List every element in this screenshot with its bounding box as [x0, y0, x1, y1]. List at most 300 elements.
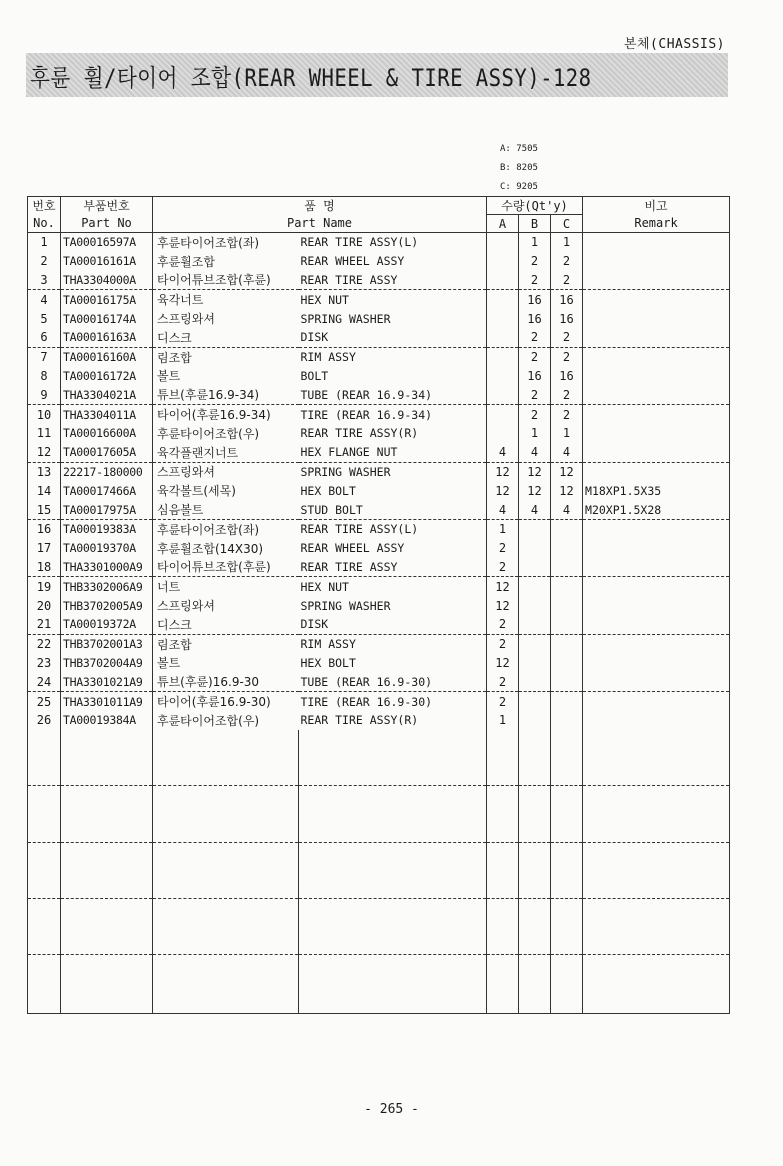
qty-b-cell: 2 — [519, 347, 551, 366]
part-no-cell: THA3304021A — [61, 385, 153, 404]
qty-b-cell: 1 — [519, 424, 551, 443]
part-no-cell: TA00017466A — [61, 481, 153, 500]
part-no-cell: TA00016600A — [61, 424, 153, 443]
qty-b-cell — [519, 672, 551, 691]
part-name-kr-cell: 후륜타이어조합(우) — [153, 424, 299, 443]
qty-c-cell: 16 — [551, 309, 583, 328]
remark-cell — [583, 309, 730, 328]
qty-a-cell: 12 — [487, 481, 519, 500]
part-name-kr-cell: 후륜타이어조합(우) — [153, 711, 299, 730]
part-name-kr-cell: 후륜휠조합(14X30) — [153, 539, 299, 558]
empty-cell — [153, 842, 299, 898]
qty-c-cell: 12 — [551, 462, 583, 481]
part-name-kr-cell: 볼트 — [153, 367, 299, 386]
empty-cell — [299, 730, 487, 786]
header-part-name-kr: 품 명 — [153, 197, 487, 215]
part-no-cell: TA00019383A — [61, 519, 153, 538]
table-row — [28, 654, 730, 673]
remark-cell — [583, 385, 730, 404]
part-name-kr-cell: 너트 — [153, 577, 299, 596]
qty-c-cell: 2 — [551, 271, 583, 290]
qty-c-cell — [551, 558, 583, 577]
qty-a-cell: 2 — [487, 615, 519, 634]
remark-cell — [583, 252, 730, 271]
part-name-en-cell: STUD BOLT — [299, 500, 487, 519]
remark-cell — [583, 405, 730, 424]
part-name-en-cell: REAR TIRE ASSY — [299, 558, 487, 577]
empty-cell — [28, 898, 61, 954]
parts-body — [28, 233, 730, 1014]
header-qty-b: B — [519, 215, 551, 233]
part-no-cell: TA00016161A — [61, 252, 153, 271]
empty-cell — [28, 730, 61, 786]
part-number-cell: 20 — [28, 596, 61, 615]
part-name-kr-cell: 심음볼트 — [153, 500, 299, 519]
model-a-label: A: 7505 — [500, 144, 538, 154]
qty-c-cell — [551, 634, 583, 653]
part-name-en-cell: HEX NUT — [299, 577, 487, 596]
section-label: 본체(CHASSIS) — [623, 37, 725, 52]
header-qty: 수량(Qt'y) — [487, 197, 583, 215]
empty-cell — [487, 955, 519, 1014]
part-number-cell: 2 — [28, 252, 61, 271]
qty-a-cell — [487, 367, 519, 386]
part-number-cell: 13 — [28, 462, 61, 481]
part-name-en-cell: REAR TIRE ASSY(R) — [299, 711, 487, 730]
qty-b-cell: 4 — [519, 500, 551, 519]
part-no-cell: TA00016172A — [61, 367, 153, 386]
part-number-cell: 4 — [28, 290, 61, 309]
part-number-cell: 23 — [28, 654, 61, 673]
table-row — [28, 367, 730, 386]
empty-cell — [61, 786, 153, 842]
empty-cell — [299, 786, 487, 842]
part-name-kr-cell: 림조합 — [153, 634, 299, 653]
table-row — [28, 558, 730, 577]
empty-cell — [61, 842, 153, 898]
part-name-en-cell: DISK — [299, 328, 487, 347]
empty-row — [28, 955, 730, 1014]
empty-row — [28, 898, 730, 954]
remark-cell — [583, 443, 730, 462]
part-name-en-cell: HEX BOLT — [299, 654, 487, 673]
qty-b-cell: 2 — [519, 271, 551, 290]
empty-cell — [519, 730, 551, 786]
qty-b-cell: 2 — [519, 328, 551, 347]
empty-cell — [28, 955, 61, 1014]
part-name-kr-cell: 볼트 — [153, 654, 299, 673]
qty-c-cell: 12 — [551, 481, 583, 500]
table-row — [28, 405, 730, 424]
qty-a-cell: 2 — [487, 558, 519, 577]
remark-cell — [583, 577, 730, 596]
qty-b-cell: 12 — [519, 462, 551, 481]
remark-cell — [583, 290, 730, 309]
empty-cell — [299, 842, 487, 898]
table-row — [28, 271, 730, 290]
remark-cell — [583, 347, 730, 366]
table-row — [28, 539, 730, 558]
remark-cell — [583, 711, 730, 730]
qty-a-cell — [487, 290, 519, 309]
qty-a-cell — [487, 233, 519, 252]
qty-c-cell — [551, 615, 583, 634]
remark-cell — [583, 424, 730, 443]
empty-cell — [551, 898, 583, 954]
remark-cell — [583, 692, 730, 711]
part-number-cell: 12 — [28, 443, 61, 462]
remark-cell — [583, 519, 730, 538]
qty-b-cell: 1 — [519, 233, 551, 252]
remark-cell — [583, 271, 730, 290]
part-name-en-cell: SPRING WASHER — [299, 462, 487, 481]
qty-b-cell: 12 — [519, 481, 551, 500]
part-no-cell: TA00019370A — [61, 539, 153, 558]
part-no-cell: THB3302006A9 — [61, 577, 153, 596]
qty-a-cell: 12 — [487, 462, 519, 481]
qty-c-cell — [551, 577, 583, 596]
part-number-cell: 24 — [28, 672, 61, 691]
empty-cell — [487, 842, 519, 898]
qty-c-cell: 4 — [551, 443, 583, 462]
part-no-cell: TA00016163A — [61, 328, 153, 347]
qty-a-cell: 12 — [487, 654, 519, 673]
part-number-cell: 9 — [28, 385, 61, 404]
table-row — [28, 290, 730, 309]
table-row — [28, 711, 730, 730]
part-name-en-cell: SPRING WASHER — [299, 309, 487, 328]
remark-cell — [583, 233, 730, 252]
qty-c-cell: 16 — [551, 290, 583, 309]
part-number-cell: 7 — [28, 347, 61, 366]
qty-a-cell: 4 — [487, 443, 519, 462]
qty-c-cell: 4 — [551, 500, 583, 519]
qty-b-cell — [519, 558, 551, 577]
empty-cell — [519, 842, 551, 898]
table-row — [28, 692, 730, 711]
qty-c-cell: 2 — [551, 252, 583, 271]
part-number-cell: 1 — [28, 233, 61, 252]
table-row — [28, 347, 730, 366]
part-number-cell: 22 — [28, 634, 61, 653]
remark-cell — [583, 596, 730, 615]
empty-cell — [551, 955, 583, 1014]
qty-c-cell — [551, 711, 583, 730]
part-name-en-cell: REAR TIRE ASSY(L) — [299, 233, 487, 252]
part-no-cell: TA00016174A — [61, 309, 153, 328]
part-name-en-cell: TUBE (REAR 16.9-34) — [299, 385, 487, 404]
remark-cell — [583, 615, 730, 634]
empty-cell — [583, 786, 730, 842]
table-row — [28, 481, 730, 500]
part-no-cell: THA3301021A9 — [61, 672, 153, 691]
qty-a-cell: 2 — [487, 539, 519, 558]
table-row — [28, 328, 730, 347]
part-name-kr-cell: 림조합 — [153, 347, 299, 366]
part-number-cell: 17 — [28, 539, 61, 558]
qty-c-cell: 2 — [551, 385, 583, 404]
empty-cell — [299, 955, 487, 1014]
part-no-cell: THA3301011A9 — [61, 692, 153, 711]
part-number-cell: 21 — [28, 615, 61, 634]
qty-a-cell — [487, 309, 519, 328]
empty-cell — [519, 898, 551, 954]
part-no-cell: TA00017975A — [61, 500, 153, 519]
empty-cell — [487, 730, 519, 786]
remark-cell — [583, 654, 730, 673]
part-number-cell: 10 — [28, 405, 61, 424]
table-row — [28, 443, 730, 462]
empty-cell — [299, 898, 487, 954]
part-name-en-cell: TIRE (REAR 16.9-34) — [299, 405, 487, 424]
part-name-en-cell: HEX NUT — [299, 290, 487, 309]
header-no-en: No. — [28, 215, 61, 233]
part-name-kr-cell: 후륜타이어조합(좌) — [153, 233, 299, 252]
qty-c-cell: 2 — [551, 347, 583, 366]
part-name-en-cell: REAR TIRE ASSY(L) — [299, 519, 487, 538]
qty-b-cell — [519, 634, 551, 653]
part-number-cell: 6 — [28, 328, 61, 347]
empty-cell — [153, 786, 299, 842]
empty-row — [28, 786, 730, 842]
empty-cell — [583, 842, 730, 898]
part-no-cell: THB3702001A3 — [61, 634, 153, 653]
part-number-cell: 18 — [28, 558, 61, 577]
table-row — [28, 500, 730, 519]
model-legend — [500, 140, 538, 197]
part-name-kr-cell: 튜브(후륜)16.9-30 — [153, 672, 299, 691]
part-no-cell: TA00016160A — [61, 347, 153, 366]
qty-c-cell: 1 — [551, 233, 583, 252]
part-no-cell: THA3301000A9 — [61, 558, 153, 577]
remark-cell — [583, 539, 730, 558]
page-number: - 265 - — [364, 1102, 419, 1117]
part-name-en-cell: TIRE (REAR 16.9-30) — [299, 692, 487, 711]
part-number-cell: 8 — [28, 367, 61, 386]
remark-cell — [583, 634, 730, 653]
table-row — [28, 519, 730, 538]
part-name-kr-cell: 타이어튜브조합(후륜) — [153, 558, 299, 577]
model-c-label: C: 9205 — [500, 182, 538, 192]
table-row — [28, 309, 730, 328]
part-name-en-cell: DISK — [299, 615, 487, 634]
table-row — [28, 596, 730, 615]
part-name-kr-cell: 타이어(후륜16.9-30) — [153, 692, 299, 711]
remark-cell — [583, 672, 730, 691]
empty-cell — [28, 786, 61, 842]
part-name-kr-cell: 타이어(후륜16.9-34) — [153, 405, 299, 424]
qty-b-cell: 2 — [519, 385, 551, 404]
part-name-kr-cell: 디스크 — [153, 328, 299, 347]
qty-b-cell — [519, 577, 551, 596]
part-number-cell: 15 — [28, 500, 61, 519]
qty-b-cell — [519, 615, 551, 634]
part-no-cell: THA3304011A — [61, 405, 153, 424]
qty-b-cell: 16 — [519, 290, 551, 309]
empty-cell — [153, 898, 299, 954]
part-name-en-cell: REAR WHEEL ASSY — [299, 252, 487, 271]
part-name-kr-cell: 스프링와셔 — [153, 596, 299, 615]
qty-a-cell: 1 — [487, 711, 519, 730]
part-no-cell: TA00016597A — [61, 233, 153, 252]
part-name-en-cell: SPRING WASHER — [299, 596, 487, 615]
page-title: 후륜 휠/타이어 조합(REAR WHEEL & TIRE ASSY)-128 — [30, 64, 592, 92]
model-b-label: B: 8205 — [500, 163, 538, 173]
qty-c-cell — [551, 596, 583, 615]
qty-a-cell: 4 — [487, 500, 519, 519]
qty-b-cell — [519, 654, 551, 673]
empty-cell — [583, 955, 730, 1014]
part-number-cell: 16 — [28, 519, 61, 538]
qty-a-cell: 12 — [487, 596, 519, 615]
header-no-kr: 번호 — [28, 197, 61, 215]
part-number-cell: 3 — [28, 271, 61, 290]
part-name-kr-cell: 스프링와셔 — [153, 462, 299, 481]
table-row — [28, 634, 730, 653]
header-part-name-en: Part Name — [153, 215, 487, 233]
part-number-cell: 25 — [28, 692, 61, 711]
qty-b-cell: 16 — [519, 309, 551, 328]
qty-a-cell: 2 — [487, 692, 519, 711]
table-row — [28, 462, 730, 481]
part-name-kr-cell: 스프링와셔 — [153, 309, 299, 328]
part-name-en-cell: RIM ASSY — [299, 347, 487, 366]
part-number-cell: 19 — [28, 577, 61, 596]
part-name-kr-cell: 육각플랜지너트 — [153, 443, 299, 462]
part-name-en-cell: REAR TIRE ASSY — [299, 271, 487, 290]
part-no-cell: THB3702004A9 — [61, 654, 153, 673]
part-number-cell: 26 — [28, 711, 61, 730]
part-number-cell: 5 — [28, 309, 61, 328]
part-no-cell: TA00016175A — [61, 290, 153, 309]
part-name-kr-cell: 육각볼트(세목) — [153, 481, 299, 500]
remark-cell: M20XP1.5X28 — [583, 500, 730, 519]
qty-c-cell: 1 — [551, 424, 583, 443]
remark-cell — [583, 328, 730, 347]
table-row — [28, 615, 730, 634]
empty-cell — [519, 786, 551, 842]
part-no-cell: TA00019384A — [61, 711, 153, 730]
qty-a-cell — [487, 385, 519, 404]
qty-b-cell — [519, 519, 551, 538]
qty-b-cell — [519, 539, 551, 558]
qty-c-cell — [551, 519, 583, 538]
part-name-kr-cell: 튜브(후륜16.9-34) — [153, 385, 299, 404]
qty-b-cell — [519, 596, 551, 615]
qty-b-cell: 2 — [519, 405, 551, 424]
qty-c-cell: 2 — [551, 328, 583, 347]
qty-b-cell — [519, 692, 551, 711]
part-name-en-cell: REAR TIRE ASSY(R) — [299, 424, 487, 443]
qty-c-cell: 16 — [551, 367, 583, 386]
part-number-cell: 11 — [28, 424, 61, 443]
part-name-en-cell: HEX BOLT — [299, 481, 487, 500]
header-qty-c: C — [551, 215, 583, 233]
empty-cell — [551, 786, 583, 842]
empty-cell — [487, 898, 519, 954]
table-row — [28, 577, 730, 596]
empty-cell — [583, 730, 730, 786]
empty-cell — [551, 842, 583, 898]
qty-b-cell: 4 — [519, 443, 551, 462]
qty-a-cell — [487, 405, 519, 424]
part-name-en-cell: BOLT — [299, 367, 487, 386]
table-row — [28, 424, 730, 443]
part-name-kr-cell: 후륜휠조합 — [153, 252, 299, 271]
table-row — [28, 233, 730, 252]
empty-row — [28, 730, 730, 786]
qty-a-cell: 1 — [487, 519, 519, 538]
qty-c-cell — [551, 539, 583, 558]
empty-cell — [519, 955, 551, 1014]
header-part-no-kr: 부품번호 — [61, 197, 153, 215]
part-name-kr-cell: 타이어튜브조합(후륜) — [153, 271, 299, 290]
qty-a-cell: 2 — [487, 672, 519, 691]
part-number-cell: 14 — [28, 481, 61, 500]
qty-a-cell: 2 — [487, 634, 519, 653]
table-row — [28, 385, 730, 404]
empty-cell — [61, 955, 153, 1014]
header-remark-kr: 비고 — [583, 197, 730, 215]
qty-b-cell: 16 — [519, 367, 551, 386]
qty-a-cell — [487, 424, 519, 443]
part-no-cell: TA00019372A — [61, 615, 153, 634]
empty-cell — [551, 730, 583, 786]
table-row — [28, 672, 730, 691]
qty-c-cell — [551, 654, 583, 673]
qty-b-cell: 2 — [519, 252, 551, 271]
remark-cell: M18XP1.5X35 — [583, 481, 730, 500]
title-bar — [26, 53, 728, 97]
part-name-en-cell: REAR WHEEL ASSY — [299, 539, 487, 558]
part-no-cell: 22217-180000 — [61, 462, 153, 481]
header-part-no-en: Part No — [61, 215, 153, 233]
part-name-en-cell: TUBE (REAR 16.9-30) — [299, 672, 487, 691]
header-remark-en: Remark — [583, 215, 730, 233]
qty-b-cell — [519, 711, 551, 730]
part-name-en-cell: RIM ASSY — [299, 634, 487, 653]
part-no-cell: TA00017605A — [61, 443, 153, 462]
remark-cell — [583, 462, 730, 481]
part-no-cell: THA3304000A — [61, 271, 153, 290]
part-name-kr-cell: 디스크 — [153, 615, 299, 634]
empty-row — [28, 842, 730, 898]
header-qty-a: A — [487, 215, 519, 233]
empty-cell — [28, 842, 61, 898]
parts-table — [27, 196, 730, 1014]
qty-a-cell — [487, 328, 519, 347]
qty-a-cell: 12 — [487, 577, 519, 596]
empty-cell — [61, 898, 153, 954]
qty-a-cell — [487, 252, 519, 271]
table-row — [28, 252, 730, 271]
part-name-en-cell: HEX FLANGE NUT — [299, 443, 487, 462]
remark-cell — [583, 367, 730, 386]
empty-cell — [61, 730, 153, 786]
qty-c-cell — [551, 672, 583, 691]
empty-cell — [583, 898, 730, 954]
part-no-cell: THB3702005A9 — [61, 596, 153, 615]
qty-a-cell — [487, 271, 519, 290]
empty-cell — [153, 730, 299, 786]
empty-cell — [487, 786, 519, 842]
qty-c-cell: 2 — [551, 405, 583, 424]
remark-cell — [583, 558, 730, 577]
qty-a-cell — [487, 347, 519, 366]
part-name-kr-cell: 육각너트 — [153, 290, 299, 309]
qty-c-cell — [551, 692, 583, 711]
empty-cell — [153, 955, 299, 1014]
